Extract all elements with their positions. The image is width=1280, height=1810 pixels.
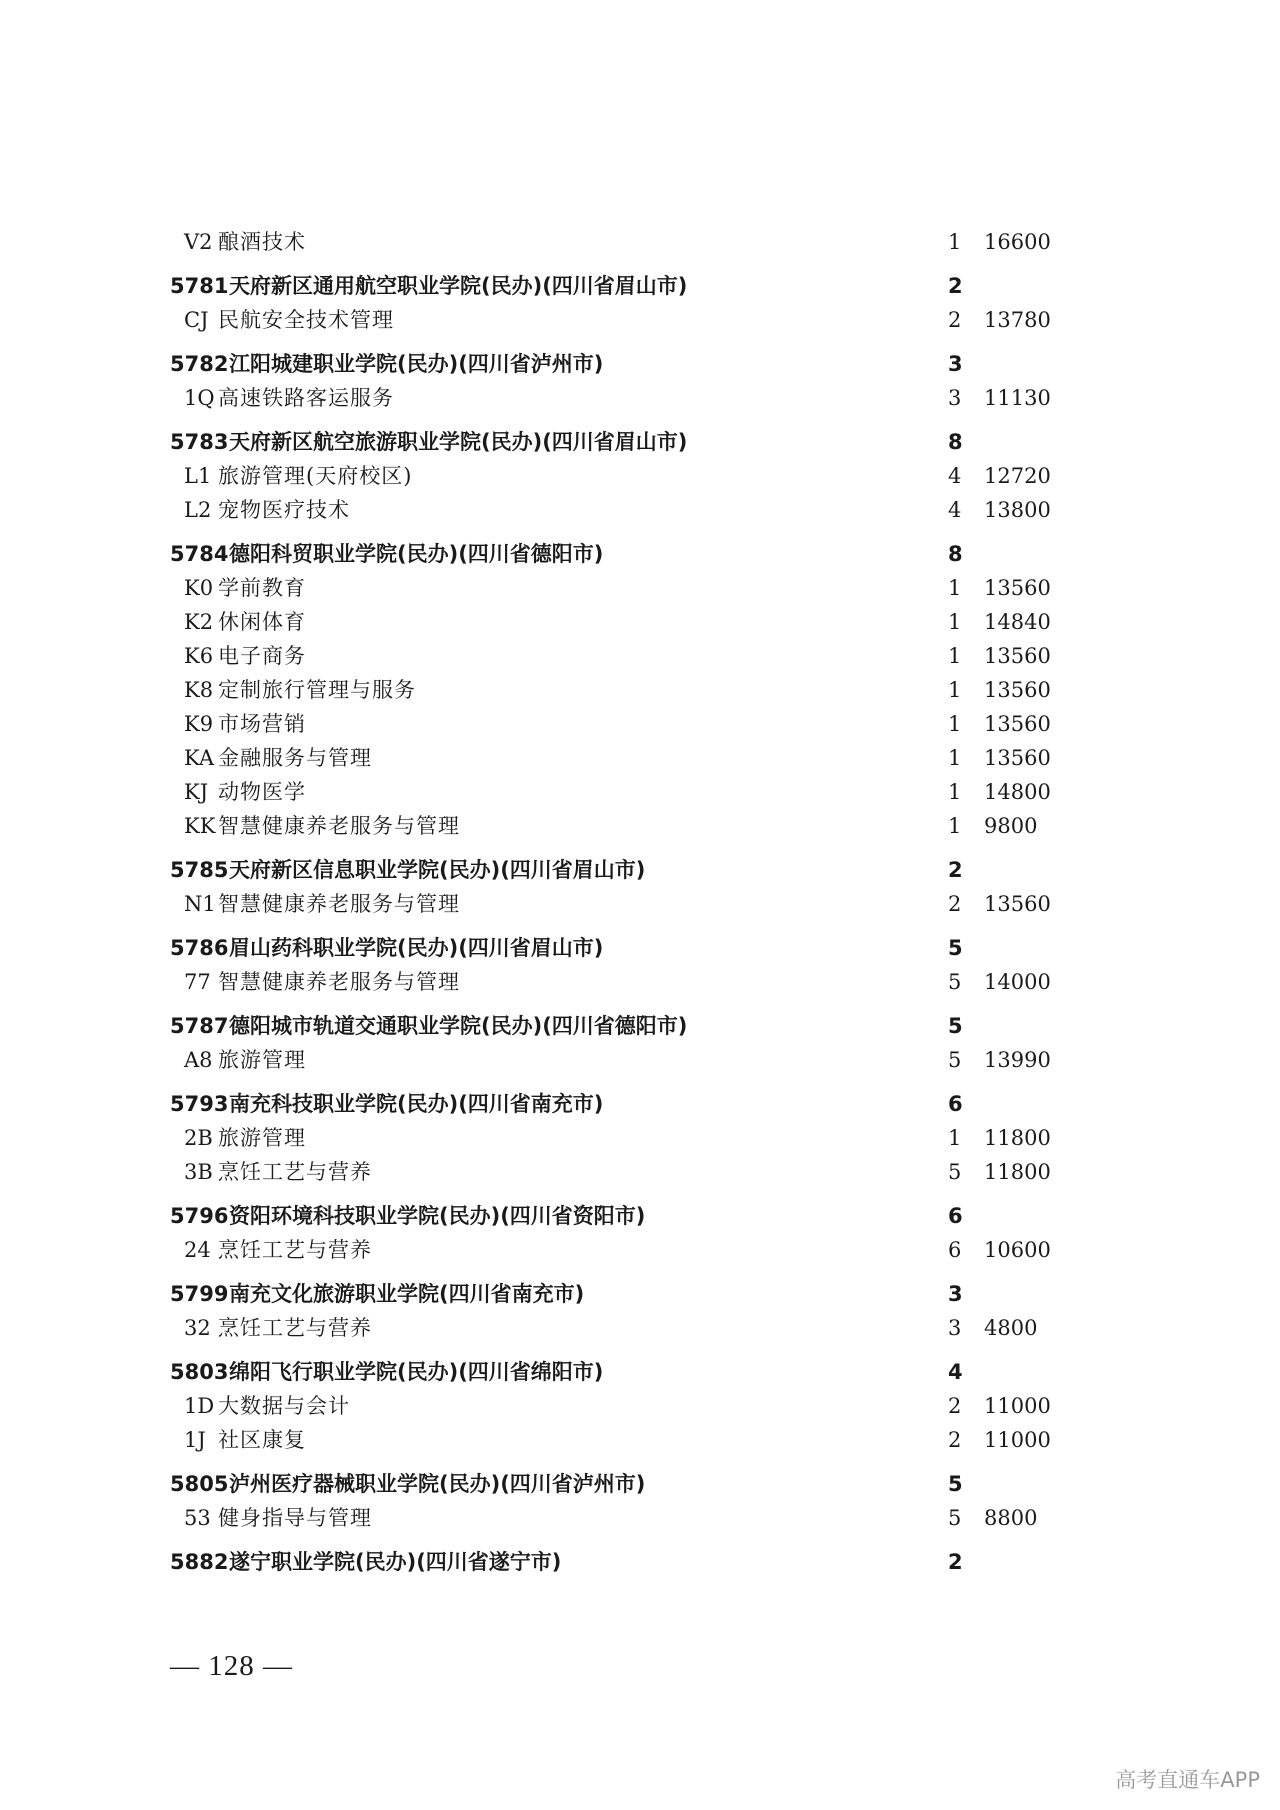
major-name: 智慧健康养老服务与管理 [218,970,460,994]
tuition-fee: 11000 [984,1394,1051,1418]
major-row [0,1389,1280,1423]
major-code: KJ [184,780,209,804]
school-name: 德阳科贸职业学院(民办)(四川省德阳市) [229,542,604,566]
major-code: 77 [184,970,211,994]
school-row [0,931,1280,965]
school-name: 资阳环境科技职业学院(民办)(四川省资阳市) [229,1204,646,1228]
major-plan-count: 5 [948,1506,962,1530]
school-row [0,853,1280,887]
major-row [0,459,1280,493]
school-row [0,269,1280,303]
tuition-fee: 13560 [984,712,1051,736]
major-code: K8 [184,678,214,702]
major-name: 大数据与会计 [218,1394,350,1418]
school-name: 江阳城建职业学院(民办)(四川省泸州市) [229,352,604,376]
school-plan-count: 2 [948,274,963,298]
school-code: 5784 [170,542,229,566]
school-row [0,1355,1280,1389]
major-row [0,1155,1280,1189]
major-plan-count: 5 [948,1160,962,1184]
major-plan-count: 4 [948,464,962,488]
major-code: 24 [184,1238,211,1262]
school-code: 5781 [170,274,229,298]
major-code: 1D [184,1394,215,1418]
major-row [0,1311,1280,1345]
tuition-fee: 10600 [984,1238,1051,1262]
school-code: 5793 [170,1092,229,1116]
major-name: 烹饪工艺与营养 [218,1238,372,1262]
tuition-fee: 13990 [984,1048,1051,1072]
major-row [0,1423,1280,1457]
major-plan-count: 6 [948,1238,962,1262]
school-plan-count: 3 [948,352,963,376]
tuition-fee: 13560 [984,576,1051,600]
school-code: 5799 [170,1282,229,1306]
school-plan-count: 6 [948,1204,963,1228]
tuition-fee: 12720 [984,464,1051,488]
major-row [0,809,1280,843]
major-plan-count: 2 [948,308,962,332]
major-row [0,493,1280,527]
school-plan-count: 8 [948,430,963,454]
major-name: 电子商务 [218,644,306,668]
school-code: 5782 [170,352,229,376]
school-plan-count: 6 [948,1092,963,1116]
major-plan-count: 1 [948,712,962,736]
major-plan-count: 1 [948,576,962,600]
major-code: V2 [184,230,213,254]
school-code: 5882 [170,1550,229,1574]
school-plan-count: 5 [948,1014,963,1038]
major-name: 旅游管理 [218,1048,306,1072]
school-name: 天府新区信息职业学院(民办)(四川省眉山市) [229,858,646,882]
school-plan-count: 3 [948,1282,963,1306]
major-code: L2 [184,498,212,522]
major-row [0,605,1280,639]
major-code: 2B [184,1126,213,1150]
major-code: 53 [184,1506,211,1530]
school-code: 5803 [170,1360,229,1384]
major-plan-count: 1 [948,644,962,668]
major-name: 健身指导与管理 [218,1506,372,1530]
major-code: K0 [184,576,214,600]
major-row [0,225,1280,259]
school-row [0,1545,1280,1579]
major-row [0,1121,1280,1155]
major-row [0,965,1280,999]
school-name: 遂宁职业学院(民办)(四川省遂宁市) [229,1550,562,1574]
major-plan-count: 2 [948,1394,962,1418]
school-plan-count: 5 [948,936,963,960]
major-name: 动物医学 [218,780,306,804]
school-code: 5783 [170,430,229,454]
major-row [0,1501,1280,1535]
major-code: N1 [184,892,216,916]
tuition-fee: 16600 [984,230,1051,254]
major-code: KK [184,814,216,838]
school-code: 5785 [170,858,229,882]
major-code: L1 [184,464,212,488]
admission-plan-list [0,225,1280,1579]
major-plan-count: 5 [948,1048,962,1072]
major-plan-count: 1 [948,678,962,702]
major-row [0,1043,1280,1077]
school-name: 天府新区通用航空职业学院(民办)(四川省眉山市) [229,274,688,298]
school-row [0,1087,1280,1121]
major-row [0,741,1280,775]
major-plan-count: 5 [948,970,962,994]
tuition-fee: 9800 [984,814,1038,838]
major-name: 酿酒技术 [218,230,306,254]
tuition-fee: 13560 [984,644,1051,668]
school-plan-count: 2 [948,858,963,882]
tuition-fee: 11800 [984,1160,1051,1184]
school-name: 绵阳飞行职业学院(民办)(四川省绵阳市) [229,1360,604,1384]
watermark: 高考直通车APP [1115,1768,1260,1792]
tuition-fee: 13560 [984,678,1051,702]
school-row [0,1009,1280,1043]
tuition-fee: 14840 [984,610,1051,634]
major-row [0,571,1280,605]
major-plan-count: 3 [948,1316,962,1340]
school-name: 德阳城市轨道交通职业学院(民办)(四川省德阳市) [229,1014,688,1038]
tuition-fee: 8800 [984,1506,1038,1530]
major-plan-count: 1 [948,230,962,254]
school-plan-count: 2 [948,1550,963,1574]
major-name: 烹饪工艺与营养 [218,1160,372,1184]
major-plan-count: 1 [948,610,962,634]
school-row [0,347,1280,381]
major-plan-count: 2 [948,1428,962,1452]
major-row [0,639,1280,673]
tuition-fee: 13800 [984,498,1051,522]
major-name: 烹饪工艺与营养 [218,1316,372,1340]
major-row [0,775,1280,809]
major-code: 1J [184,1428,206,1452]
school-plan-count: 8 [948,542,963,566]
tuition-fee: 13780 [984,308,1051,332]
major-name: 高速铁路客运服务 [218,386,394,410]
school-code: 5786 [170,936,229,960]
major-plan-count: 1 [948,780,962,804]
major-name: 社区康复 [218,1428,306,1452]
major-code: CJ [184,308,209,332]
tuition-fee: 13560 [984,746,1051,770]
school-row [0,1277,1280,1311]
major-name: 智慧健康养老服务与管理 [218,814,460,838]
major-name: 旅游管理(天府校区) [218,464,413,488]
major-row [0,381,1280,415]
tuition-fee: 11800 [984,1126,1051,1150]
major-code: 32 [184,1316,211,1340]
major-name: 市场营销 [218,712,306,736]
school-row [0,1199,1280,1233]
major-name: 智慧健康养老服务与管理 [218,892,460,916]
major-name: 旅游管理 [218,1126,306,1150]
major-plan-count: 2 [948,892,962,916]
major-plan-count: 1 [948,746,962,770]
school-row [0,425,1280,459]
major-row [0,1233,1280,1267]
page-number: — 128 — [170,1650,293,1682]
tuition-fee: 14800 [984,780,1051,804]
major-row [0,707,1280,741]
major-plan-count: 4 [948,498,962,522]
major-code: K6 [184,644,214,668]
major-name: 学前教育 [218,576,306,600]
major-row [0,887,1280,921]
school-code: 5796 [170,1204,229,1228]
school-name: 天府新区航空旅游职业学院(民办)(四川省眉山市) [229,430,688,454]
school-name: 南充文化旅游职业学院(四川省南充市) [229,1282,585,1306]
tuition-fee: 11000 [984,1428,1051,1452]
major-row [0,673,1280,707]
tuition-fee: 11130 [984,386,1051,410]
major-code: K9 [184,712,214,736]
major-name: 休闲体育 [218,610,306,634]
school-row [0,1467,1280,1501]
school-row [0,537,1280,571]
school-name: 眉山药科职业学院(民办)(四川省眉山市) [229,936,604,960]
school-plan-count: 4 [948,1360,963,1384]
school-code: 5805 [170,1472,229,1496]
major-name: 定制旅行管理与服务 [218,678,416,702]
major-row [0,303,1280,337]
major-plan-count: 1 [948,1126,962,1150]
school-plan-count: 5 [948,1472,963,1496]
major-code: KA [184,746,215,770]
major-plan-count: 1 [948,814,962,838]
school-code: 5787 [170,1014,229,1038]
tuition-fee: 14000 [984,970,1051,994]
tuition-fee: 4800 [984,1316,1038,1340]
major-name: 金融服务与管理 [218,746,372,770]
major-code: A8 [184,1048,213,1072]
major-name: 民航安全技术管理 [218,308,394,332]
school-name: 泸州医疗器械职业学院(民办)(四川省泸州市) [229,1472,646,1496]
tuition-fee: 13560 [984,892,1051,916]
major-code: 3B [184,1160,213,1184]
major-code: K2 [184,610,214,634]
major-name: 宠物医疗技术 [218,498,350,522]
major-plan-count: 3 [948,386,962,410]
major-code: 1Q [184,386,215,410]
school-name: 南充科技职业学院(民办)(四川省南充市) [229,1092,604,1116]
